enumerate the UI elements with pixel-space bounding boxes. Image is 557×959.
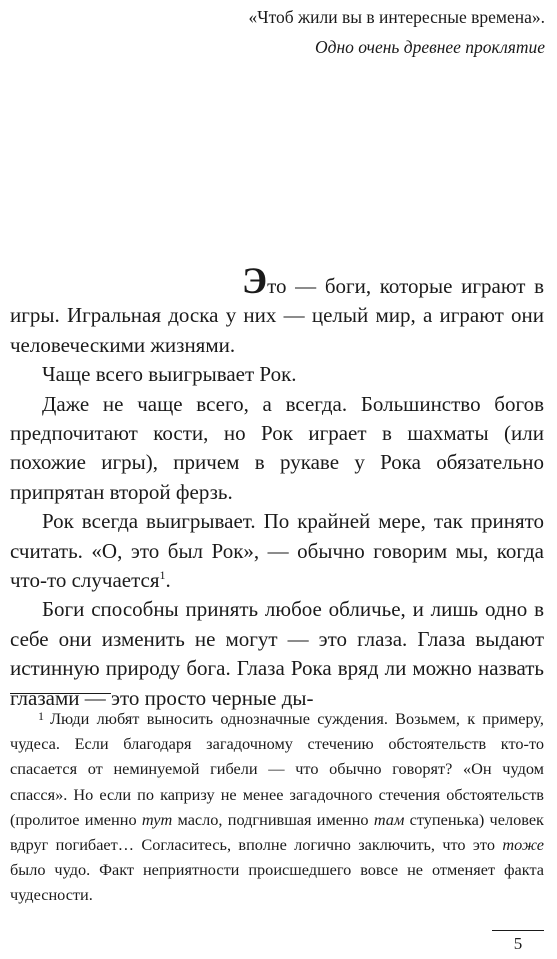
footnote-emphasis-1: тут bbox=[141, 809, 173, 829]
footnote-text-3: ступенька) человек вдруг погибает… Согласитесь, вполне логично заключить, что это bbox=[10, 809, 544, 855]
paragraph-2: Чаще всего выигрывает Рок. bbox=[42, 362, 297, 387]
footnote-paragraph bbox=[10, 706, 544, 908]
drop-cap: Э bbox=[242, 261, 268, 302]
footnote-emphasis-2: там bbox=[373, 809, 405, 829]
epigraph bbox=[25, 2, 545, 62]
page-number: 5 bbox=[513, 934, 523, 953]
epigraph-quote: «Чтоб жили вы в интересные времена». bbox=[248, 7, 545, 27]
epigraph-source: Одно очень древнее проклятие bbox=[315, 37, 545, 57]
footnote-emphasis-3: тоже bbox=[502, 835, 544, 855]
paragraph-4-text: Рок всегда выигрывает. По крайней мере, так принято считать. «О, это был Рок», — обычно говорим мы, когда что-то случается bbox=[10, 509, 544, 593]
footnote-text-4: было чудо. Факт неприятности происшедшего вовсе не отменяет факта чудесности. bbox=[10, 860, 544, 905]
paragraph-4-end: . bbox=[165, 568, 171, 593]
footnote-text-2: масло, подгнившая именно bbox=[177, 809, 369, 829]
footnote-divider bbox=[10, 693, 111, 694]
paragraph-1-text: то — боги, которые играют в игры. Игральная доска у них — целый мир, а играют они человеческими жизнями. bbox=[10, 274, 544, 357]
footnote-reference[interactable]: 1 bbox=[159, 568, 166, 583]
paragraph-3: Даже не чаще всего, а всегда. Большинство богов предпочитают кости, но Рок играет в шахматы (или похожие игры), причем в рукаве у Рока обязательно припрятан второй ферзь. bbox=[10, 391, 544, 504]
footnote bbox=[10, 706, 544, 908]
footnote-marker: 1 bbox=[38, 709, 44, 723]
footnote-text-1: Люди любят выносить однозначные суждения. Возьмем, к примеру, чудеса. Если благодаря загадочному стечению обстоятельств кто-то спасается от неминуемой гибели — что обычно говорят? «Он чудом спасся». Но если по капризу не менее загадочного стечения обстоятельств (пролитое именно bbox=[10, 709, 544, 829]
paragraph-5: Боги способны принять любое обличье, и лишь одно в себе они изменить не могут — это глаза. Глаза выдают истинную природу бога. Глаза Рока вряд ли можно назвать глазами — это просто черные ды- bbox=[10, 597, 544, 710]
paragraph-1 bbox=[10, 261, 544, 360]
paragraph-4 bbox=[10, 507, 544, 595]
page-number-rule bbox=[492, 930, 544, 931]
chapter-body bbox=[10, 261, 544, 713]
